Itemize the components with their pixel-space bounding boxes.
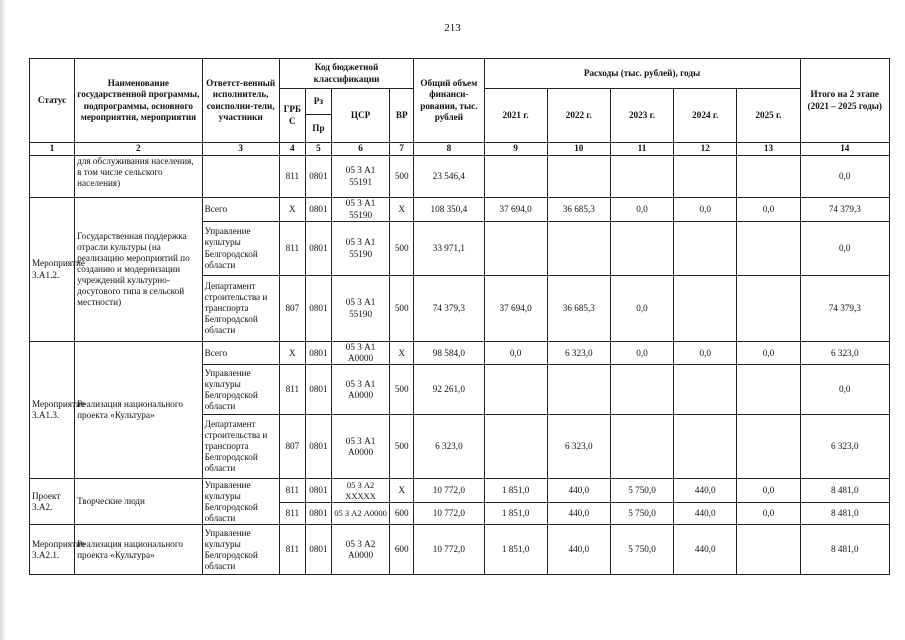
y2025-cell: 0,0 [737,503,800,525]
scan-edge [0,0,6,640]
vr-cell: 600 [390,525,414,575]
responsible-cell: Всего [202,198,279,222]
responsible-cell: Управление культуры Белгородской области [202,222,279,276]
csr-cell: 05 3 А2 А0000 [331,503,389,525]
final-cell: 74 379,3 [800,276,889,342]
budget-table [29,58,890,575]
vr-cell: 500 [390,276,414,342]
vr-cell: 500 [390,365,414,415]
table-row [30,342,890,365]
responsible-cell: Всего [202,342,279,365]
total-cell: 92 261,0 [414,365,484,415]
rzpr-cell: 0801 [305,276,331,342]
rzpr-cell: 0801 [305,198,331,222]
status-cell: Мероприятие 3.А1.2. [30,198,75,342]
header-pr: Пр [305,115,331,143]
responsible-cell: Управление культуры Белгородской области [202,479,279,525]
header-budget-code: Код бюджетной классификации [279,59,413,89]
col-number: 9 [484,143,547,156]
grbs-cell: 811 [279,365,305,415]
header-name: Наименование государственной программы, подпрограммы, основного мероприятия, мероприятия [75,59,202,143]
final-cell: 0,0 [800,156,889,198]
responsible-cell: Департамент строительства и транспорта Белгородской области [202,276,279,342]
total-cell: 6 323,0 [414,415,484,479]
final-cell: 6 323,0 [800,342,889,365]
grbs-cell: Х [279,342,305,365]
header-2025: 2025 г. [737,89,800,143]
y2024-cell: 0,0 [674,198,737,222]
total-cell: 10 772,0 [414,503,484,525]
header-2023: 2023 г. [610,89,673,143]
header-csr: ЦСР [331,89,389,143]
y2022-cell: 6 323,0 [547,342,610,365]
total-cell: 10 772,0 [414,525,484,575]
table-row [30,156,890,198]
csr-cell: 05 3 А1 55190 [331,276,389,342]
grbs-cell: 811 [279,503,305,525]
vr-cell: 500 [390,415,414,479]
grbs-cell: Х [279,198,305,222]
csr-cell: 05 3 А1 55190 [331,222,389,276]
header-expenses: Расходы (тыс. рублей), годы [484,59,800,89]
y2021-cell: 1 851,0 [484,479,547,503]
name-cell: Государственная поддержка отрасли культуры (на реализацию мероприятий по созданию и модернизации учреждений культурно-досугового типа в сельской местности) [75,198,202,342]
header-status: Статус [30,59,75,143]
name-cell: Реализация национального проекта «Культура» [75,525,202,575]
responsible-cell [202,156,279,198]
y2021-cell: 0,0 [484,342,547,365]
csr-cell: 05 3 А2 А0000 [331,525,389,575]
y2022-cell: 440,0 [547,479,610,503]
y2023-cell: 0,0 [610,342,673,365]
name-cell: Реализация национального проекта «Культура» [75,342,202,479]
final-cell: 0,0 [800,222,889,276]
rzpr-cell: 0801 [305,415,331,479]
total-cell: 23 546,4 [414,156,484,198]
grbs-cell: 811 [279,525,305,575]
rzpr-cell: 0801 [305,525,331,575]
y2022-cell: 6 323,0 [547,415,610,479]
y2023-cell: 0,0 [610,198,673,222]
vr-cell: 600 [390,503,414,525]
grbs-cell: 807 [279,415,305,479]
y2024-cell: 440,0 [674,525,737,575]
header-2021: 2021 г. [484,89,547,143]
col-number: 10 [547,143,610,156]
name-cell: Творческие люди [75,479,202,525]
rzpr-cell: 0801 [305,156,331,198]
col-number: 6 [331,143,389,156]
col-number: 14 [800,143,889,156]
header-responsible: Ответст-венный исполнитель, соисполни-тели, участники [202,59,279,143]
col-number: 4 [279,143,305,156]
final-cell: 8 481,0 [800,503,889,525]
y2021-cell: 37 694,0 [484,276,547,342]
y2022-cell: 36 685,3 [547,198,610,222]
header-vr: ВР [390,89,414,143]
grbs-cell: 811 [279,479,305,503]
csr-cell: 05 3 А2 ХХХХХ [331,479,389,503]
status-cell [30,156,75,198]
responsible-cell: Управление культуры Белгородской области [202,365,279,415]
col-number: 5 [305,143,331,156]
y2025-cell: 0,0 [737,198,800,222]
y2023-cell: 0,0 [610,276,673,342]
header-grbs: ГРБ С [279,89,305,143]
header-2022: 2022 г. [547,89,610,143]
col-number: 7 [390,143,414,156]
grbs-cell: 807 [279,276,305,342]
y2022-cell: 440,0 [547,503,610,525]
y2021-cell: 37 694,0 [484,198,547,222]
y2022-cell: 36 685,3 [547,276,610,342]
vr-cell: Х [390,342,414,365]
y2025-cell: 0,0 [737,342,800,365]
total-cell: 108 350,4 [414,198,484,222]
col-number: 1 [30,143,75,156]
responsible-cell: Департамент строительства и транспорта Белгородской области [202,415,279,479]
y2023-cell: 5 750,0 [610,525,673,575]
name-cell: для обслуживания населения, в том числе сельского населения) [75,156,202,198]
vr-cell: Х [390,198,414,222]
col-number: 13 [737,143,800,156]
table-row [30,479,890,503]
final-cell: 8 481,0 [800,525,889,575]
rzpr-cell: 0801 [305,342,331,365]
vr-cell: 500 [390,156,414,198]
y2023-cell: 5 750,0 [610,479,673,503]
col-number: 12 [674,143,737,156]
rzpr-cell: 0801 [305,479,331,503]
grbs-cell: 811 [279,222,305,276]
y2022-cell: 440,0 [547,525,610,575]
header-total: Общий объем финанси-рования, тыс. рублей [414,59,484,143]
y2024-cell: 440,0 [674,479,737,503]
col-number: 2 [75,143,202,156]
col-number: 11 [610,143,673,156]
total-cell: 33 971,1 [414,222,484,276]
rzpr-cell: 0801 [305,503,331,525]
header-2024: 2024 г. [674,89,737,143]
y2021-cell: 1 851,0 [484,503,547,525]
y2025-cell: 0,0 [737,479,800,503]
table-row [30,525,890,575]
vr-cell: Х [390,479,414,503]
y2024-cell: 440,0 [674,503,737,525]
final-cell: 8 481,0 [800,479,889,503]
y2024-cell: 0,0 [674,342,737,365]
csr-cell: 05 3 А1 А0000 [331,415,389,479]
csr-cell: 05 3 А1 55191 [331,156,389,198]
csr-cell: 05 3 А1 55190 [331,198,389,222]
header-final: Итого на 2 этапе (2021 – 2025 годы) [800,59,889,143]
final-cell: 6 323,0 [800,415,889,479]
responsible-cell: Управление культуры Белгородской области [202,525,279,575]
csr-cell: 05 3 А1 А0000 [331,342,389,365]
final-cell: 0,0 [800,365,889,415]
header-rz: Рз [305,89,331,115]
rzpr-cell: 0801 [305,365,331,415]
final-cell: 74 379,3 [800,198,889,222]
y2021-cell: 1 851,0 [484,525,547,575]
total-cell: 10 772,0 [414,479,484,503]
total-cell: 74 379,3 [414,276,484,342]
status-cell: Мероприятие 3.А2.1. [30,525,75,575]
vr-cell: 500 [390,222,414,276]
grbs-cell: 811 [279,156,305,198]
status-cell: Проект 3.А2. [30,479,75,525]
col-number: 8 [414,143,484,156]
csr-cell: 05 3 А1 А0000 [331,365,389,415]
y2023-cell: 5 750,0 [610,503,673,525]
rzpr-cell: 0801 [305,222,331,276]
total-cell: 98 584,0 [414,342,484,365]
page-number: 213 [444,22,461,34]
table-row [30,198,890,222]
col-number: 3 [202,143,279,156]
status-cell: Мероприятие 3.А1.3. [30,342,75,479]
